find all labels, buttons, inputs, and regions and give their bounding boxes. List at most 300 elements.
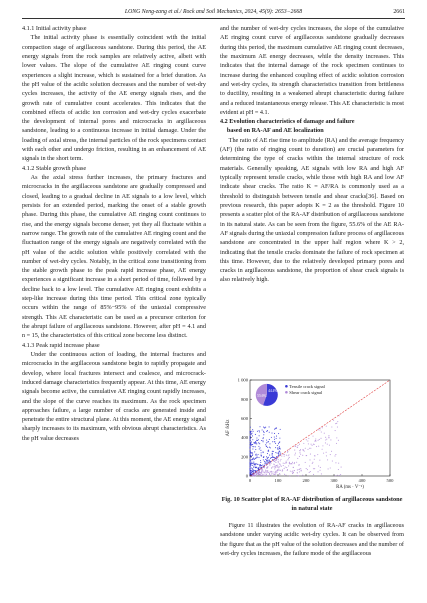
tensile-point — [264, 427, 265, 428]
shear-point — [300, 449, 301, 450]
tensile-point — [253, 462, 254, 463]
tensile-point — [250, 447, 251, 448]
shear-point — [295, 446, 296, 447]
shear-point — [321, 473, 322, 474]
legend-label: Tensile crack signal — [289, 383, 325, 389]
shear-point — [264, 475, 265, 476]
shear-point — [326, 455, 327, 456]
tensile-point — [255, 446, 256, 447]
tensile-point — [261, 440, 262, 441]
shear-point — [332, 460, 333, 461]
tensile-point — [266, 456, 267, 457]
tensile-point — [276, 436, 277, 437]
shear-point — [316, 446, 317, 447]
tensile-point — [255, 467, 256, 468]
tensile-point — [259, 431, 260, 432]
tensile-point — [263, 456, 264, 457]
x-tick-label: 100 — [274, 478, 282, 483]
pie-label: 55.6% — [257, 393, 267, 398]
tensile-point — [259, 435, 260, 436]
tensile-point — [250, 443, 251, 444]
shear-point — [255, 475, 256, 476]
tensile-point — [251, 441, 252, 442]
shear-point — [320, 467, 321, 468]
tensile-point — [269, 447, 270, 448]
tensile-point — [261, 452, 262, 453]
shear-point — [285, 462, 286, 463]
tensile-point — [253, 471, 254, 472]
tensile-point — [252, 439, 253, 440]
shear-point — [274, 466, 275, 467]
tensile-point — [266, 440, 267, 441]
tensile-point — [272, 441, 273, 442]
shear-point — [318, 465, 319, 466]
shear-point — [264, 472, 265, 473]
shear-point — [334, 456, 335, 457]
shear-point — [275, 471, 276, 472]
shear-point — [278, 459, 279, 460]
shear-point — [276, 471, 277, 472]
shear-point — [272, 466, 273, 467]
shear-point — [319, 439, 320, 440]
tensile-point — [265, 459, 266, 460]
shear-point — [294, 454, 295, 455]
tensile-point — [250, 442, 251, 443]
tensile-point — [253, 467, 254, 468]
tensile-point — [251, 467, 252, 468]
tensile-point — [260, 465, 261, 466]
shear-point — [294, 450, 295, 451]
x-tick-label: 400 — [358, 478, 366, 483]
section-heading: 4.1.3 Peak rapid increase phase — [22, 341, 100, 349]
shear-point — [277, 466, 278, 467]
shear-point — [309, 448, 310, 449]
shear-point — [299, 456, 300, 457]
shear-point — [260, 469, 261, 470]
section-heading: 4.1.2 Stable growth phase — [22, 164, 87, 172]
shear-point — [311, 444, 312, 445]
shear-point — [308, 443, 309, 444]
shear-point — [337, 426, 338, 427]
shear-point — [274, 474, 275, 475]
tensile-point — [272, 456, 273, 457]
shear-point — [284, 454, 285, 455]
tensile-point — [272, 453, 273, 454]
shear-point — [281, 466, 282, 467]
tensile-point — [260, 450, 261, 451]
tensile-point — [254, 470, 255, 471]
shear-point — [307, 449, 308, 450]
shear-point — [285, 467, 286, 468]
tensile-point — [251, 445, 252, 446]
shear-point — [299, 464, 300, 465]
shear-point — [331, 451, 332, 452]
shear-point — [331, 426, 332, 427]
shear-point — [306, 468, 307, 469]
tensile-point — [270, 447, 271, 448]
shear-point — [264, 473, 265, 474]
shear-point — [338, 469, 339, 470]
shear-point — [286, 455, 287, 456]
tensile-point — [263, 441, 264, 442]
shear-point — [313, 468, 314, 469]
shear-point — [272, 473, 273, 474]
shear-point — [276, 475, 277, 476]
shear-point — [323, 453, 324, 454]
shear-point — [295, 453, 296, 454]
shear-point — [314, 444, 315, 445]
tensile-point — [258, 446, 259, 447]
tensile-point — [277, 447, 278, 448]
tensile-point — [252, 468, 253, 469]
tensile-point — [256, 437, 257, 438]
tensile-point — [269, 443, 270, 444]
tensile-point — [255, 434, 256, 435]
shear-point — [257, 472, 258, 473]
tensile-point — [258, 430, 259, 431]
shear-point — [267, 467, 268, 468]
y-tick-label: 800 — [241, 396, 248, 402]
shear-point — [265, 470, 266, 471]
tensile-point — [278, 453, 279, 454]
shear-point — [262, 470, 263, 471]
tensile-point — [255, 454, 256, 455]
shear-point — [336, 443, 337, 444]
shear-point — [275, 460, 276, 461]
tensile-point — [260, 462, 261, 463]
paragraph: Figure 11 illustrates the evolution of RA-AF cracks in argillaceous sandstone under varying acidic wet-dry cycles. It can be observed from the figure that as the pH value of the solution decreases and the number of wet-dry cycles increases, the failure mode of the argillaceous — [220, 522, 404, 557]
shear-point — [259, 474, 260, 475]
tensile-point — [254, 442, 255, 443]
shear-point — [298, 475, 299, 476]
shear-point — [320, 438, 321, 439]
tensile-point — [279, 446, 280, 447]
shear-point — [303, 450, 304, 451]
tensile-point — [251, 433, 252, 434]
shear-point — [299, 471, 300, 472]
shear-point — [305, 462, 306, 463]
tensile-point — [258, 457, 259, 458]
shear-point — [278, 469, 279, 470]
tensile-point — [254, 464, 255, 465]
tensile-point — [251, 459, 252, 460]
tensile-point — [250, 473, 251, 474]
tensile-point — [271, 437, 272, 438]
tensile-point — [264, 432, 265, 433]
shear-point — [306, 455, 307, 456]
shear-point — [296, 475, 297, 476]
shear-point — [305, 448, 306, 449]
shear-point — [271, 473, 272, 474]
shear-point — [262, 474, 263, 475]
shear-point — [267, 472, 268, 473]
tensile-point — [250, 466, 251, 467]
tensile-point — [264, 461, 265, 462]
shear-point — [297, 458, 298, 459]
tensile-point — [254, 459, 255, 460]
shear-point — [335, 430, 336, 431]
tensile-point — [263, 434, 264, 435]
shear-point — [274, 468, 275, 469]
shear-point — [299, 452, 300, 453]
shear-point — [277, 465, 278, 466]
shear-point — [257, 474, 258, 475]
tensile-point — [267, 453, 268, 454]
paragraph: The initial activity phase is essentially coincident with the initial compaction stage of argillaceous sandstone. During this period, the AE energy signals from the rock samples are relatively active, albeit with lower values. The slope of the cumulative AE ringing count curve experiences a slight increase, which is sustained for a brief duration. As the pH value of the acidic solution decreases and the number of wet-dry cycles increases, the activity of the AE energy signals rises, and the growth rate of cumulative count accelerates. This indicates that the combined effects of acidic ion corrosion and wet-dry cycles exacerbate the development of internal pores and microcracks in argillaceous sandstone, leading to a continuous increase in initial damage. Under the loading of axial stress, the internal particles of the rock specimens contact with each other and undergo friction, resulting in an enhancement of AE signals in the short term. — [22, 34, 206, 163]
tensile-point — [269, 439, 270, 440]
shear-point — [269, 473, 270, 474]
x-tick-label: 300 — [330, 478, 338, 483]
shear-point — [307, 469, 308, 470]
shear-point — [330, 454, 331, 455]
shear-point — [287, 459, 288, 460]
shear-point — [280, 464, 281, 465]
paragraph: Under the continuous action of loading, the internal fractures and microcracks in the argillaceous sandstone begin to rapidly propagate and develop, where local fractures intersect and coalesce, and microcrack-induced damage characteristics frequently appear. At this time, AE energy signals become active, the cumulative AE ringing count rapidly increases, and the slope of the curve reaches its maximum. As the rock specimen approaches failure, a large number of cracks are generated inside and penetrate the entire structural plane. At this moment, the AE energy signal sharply increases to its maximum, with obvious abrupt characteristics. As the pH value decreases — [22, 350, 206, 442]
shear-point — [339, 475, 340, 476]
tensile-point — [251, 463, 252, 464]
tensile-point — [269, 459, 270, 460]
shear-point — [333, 420, 334, 421]
shear-point — [267, 466, 268, 467]
shear-point — [300, 454, 301, 455]
tensile-point — [257, 440, 258, 441]
tensile-point — [252, 454, 253, 455]
shear-point — [276, 459, 277, 460]
tensile-point — [265, 444, 266, 445]
shear-point — [314, 455, 315, 456]
shear-point — [336, 437, 337, 438]
tensile-point — [276, 456, 277, 457]
shear-point — [274, 472, 275, 473]
shear-point — [337, 475, 338, 476]
ra-af-scatter-chart — [220, 372, 405, 492]
shear-point — [330, 467, 331, 468]
shear-point — [309, 459, 310, 460]
shear-point — [265, 475, 266, 476]
shear-point — [303, 443, 304, 444]
figure-caption: Fig. 10 Scatter plot of RA-AF distribution of argillaceous sandstone in natural state — [221, 496, 403, 512]
tensile-point — [256, 440, 257, 441]
shear-point — [300, 468, 301, 469]
y-tick-label: 1 000 — [237, 377, 248, 383]
shear-point — [315, 440, 316, 441]
shear-point — [319, 460, 320, 461]
shear-point — [319, 470, 320, 471]
shear-point — [281, 456, 282, 457]
shear-point — [285, 475, 286, 476]
shear-point — [314, 468, 315, 469]
shear-point — [283, 465, 284, 466]
shear-point — [271, 471, 272, 472]
tensile-point — [278, 452, 279, 453]
tensile-point — [273, 457, 274, 458]
x-tick-label: 500 — [386, 478, 394, 483]
shear-point — [324, 433, 325, 434]
y-tick-label: 0 — [245, 473, 248, 479]
shear-point — [317, 471, 318, 472]
shear-point — [278, 470, 279, 471]
shear-point — [286, 461, 287, 462]
x-axis-label: RA (ms · V⁻¹) — [336, 485, 364, 490]
shear-point — [282, 471, 283, 472]
tensile-point — [252, 448, 253, 449]
tensile-point — [279, 438, 280, 439]
tensile-point — [273, 451, 274, 452]
left-column — [22, 24, 206, 443]
tensile-point — [250, 462, 251, 463]
tensile-point — [266, 442, 267, 443]
y-axis-label: AF /kHz — [226, 419, 231, 437]
tensile-point — [250, 436, 251, 437]
tensile-point — [275, 452, 276, 453]
tensile-point — [274, 433, 275, 434]
tensile-point — [272, 454, 273, 455]
tensile-point — [250, 464, 251, 465]
tensile-point — [252, 455, 253, 456]
tensile-point — [278, 433, 279, 434]
section-heading: based on RA-AF and AE localization — [226, 127, 324, 135]
tensile-point — [267, 447, 268, 448]
shear-point — [287, 451, 288, 452]
tensile-point — [274, 429, 275, 430]
shear-point — [290, 463, 291, 464]
tensile-point — [251, 444, 252, 445]
shear-point — [283, 463, 284, 464]
tensile-point — [262, 429, 263, 430]
tensile-point — [253, 446, 254, 447]
tensile-point — [259, 426, 260, 427]
shear-point — [284, 456, 285, 457]
shear-point — [341, 467, 342, 468]
legend-marker — [285, 391, 288, 394]
tensile-point — [276, 438, 277, 439]
tensile-point — [256, 467, 257, 468]
tensile-point — [250, 450, 251, 451]
paragraph: The ratio of AE rise time to amplitude (RA) and the average frequency (AF) (the ratio of ringing count to duration) are crucial parameters for determining the type of cracks within the internal structure of rock materials. Generally speaking, AE signals with low RA and high AF typically represent tensile cracks, while those with high RA and low AF indicate shear cracks. The ratio K = AF/RA is commonly used as a threshold to distinguish between tensile and shear cracks[36]. Based on previous research, this paper adopts K = 2 as the threshold. Figure 10 presents a scatter plot of the RA-AF distribution of argillaceous sandstone in its natural state. As can be seen from the figure, 55.6% of the AE RA-AF signals during the uniaxial compression failure process of argillaceous sandstone are concentrated in the upper half region where K > 2, indicating that the tensile cracks dominate the failure of rock specimen at this time. However, due to the relatively developed primary pores and cracks in argillaceous sandstone, the proportion of shear crack signals is also relatively high. — [220, 136, 404, 284]
shear-point — [297, 472, 298, 473]
shear-point — [286, 467, 287, 468]
shear-point — [263, 471, 264, 472]
shear-point — [266, 474, 267, 475]
shear-point — [276, 472, 277, 473]
tensile-point — [258, 442, 259, 443]
tensile-point — [272, 451, 273, 452]
tensile-point — [274, 457, 275, 458]
shear-point — [329, 445, 330, 446]
shear-point — [283, 454, 284, 455]
running-header — [22, 6, 405, 19]
shear-point — [314, 459, 315, 460]
shear-point — [313, 474, 314, 475]
shear-point — [275, 467, 276, 468]
shear-point — [276, 465, 277, 466]
tensile-point — [279, 451, 280, 452]
shear-point — [288, 455, 289, 456]
shear-point — [292, 470, 293, 471]
tensile-point — [265, 427, 266, 428]
citation: LONG Neng-zang et al./ Rock and Soil Mechanics, 2024, 45(9): 2653−2668 — [124, 9, 303, 15]
shear-point — [322, 427, 323, 428]
tensile-point — [271, 432, 272, 433]
legend-label: Shear crack signal — [289, 389, 323, 395]
shear-point — [260, 473, 261, 474]
shear-point — [291, 471, 292, 472]
shear-point — [299, 444, 300, 445]
shear-point — [261, 471, 262, 472]
x-tick-label: 0 — [248, 478, 252, 483]
section-heading: 4.2 Evolution characteristics of damage and failure — [220, 118, 355, 126]
shear-point — [310, 448, 311, 449]
tensile-point — [275, 443, 276, 444]
tensile-point — [269, 455, 270, 456]
tensile-point — [260, 460, 261, 461]
shear-point — [328, 468, 329, 469]
shear-point — [328, 435, 329, 436]
shear-point — [280, 470, 281, 471]
tensile-point — [262, 440, 263, 441]
tensile-point — [277, 453, 278, 454]
shear-point — [307, 440, 308, 441]
shear-point — [275, 465, 276, 466]
shear-point — [270, 463, 271, 464]
tensile-point — [253, 463, 254, 464]
shear-point — [273, 474, 274, 475]
shear-point — [309, 465, 310, 466]
shear-point — [335, 454, 336, 455]
tensile-point — [260, 455, 261, 456]
shear-point — [325, 437, 326, 438]
after-figure-text — [220, 521, 404, 558]
shear-point — [290, 471, 291, 472]
shear-point — [271, 467, 272, 468]
shear-point — [308, 438, 309, 439]
tensile-point — [251, 472, 252, 473]
shear-point — [310, 471, 311, 472]
shear-point — [293, 467, 294, 468]
tensile-point — [279, 448, 280, 449]
shear-point — [322, 449, 323, 450]
shear-point — [280, 459, 281, 460]
tensile-point — [250, 454, 251, 455]
tensile-point — [249, 439, 250, 440]
shear-point — [328, 437, 329, 438]
shear-point — [291, 463, 292, 464]
shear-point — [279, 473, 280, 474]
y-tick-label: 200 — [241, 454, 248, 460]
pie-label: 44.4% — [268, 388, 278, 393]
tensile-point — [275, 447, 276, 448]
tensile-point — [255, 449, 256, 450]
shear-point — [253, 475, 254, 476]
shear-point — [299, 450, 300, 451]
shear-point — [335, 475, 336, 476]
tensile-point — [257, 457, 258, 458]
tensile-point — [250, 459, 251, 460]
shear-point — [284, 474, 285, 475]
shear-point — [256, 474, 257, 475]
shear-point — [269, 464, 270, 465]
shear-point — [319, 429, 320, 430]
shear-point — [280, 460, 281, 461]
shear-point — [325, 442, 326, 443]
shear-point — [318, 429, 319, 430]
tensile-point — [252, 471, 253, 472]
tensile-point — [250, 451, 251, 452]
shear-point — [261, 472, 262, 473]
tensile-point — [252, 435, 253, 436]
shear-point — [318, 440, 319, 441]
shear-point — [287, 470, 288, 471]
